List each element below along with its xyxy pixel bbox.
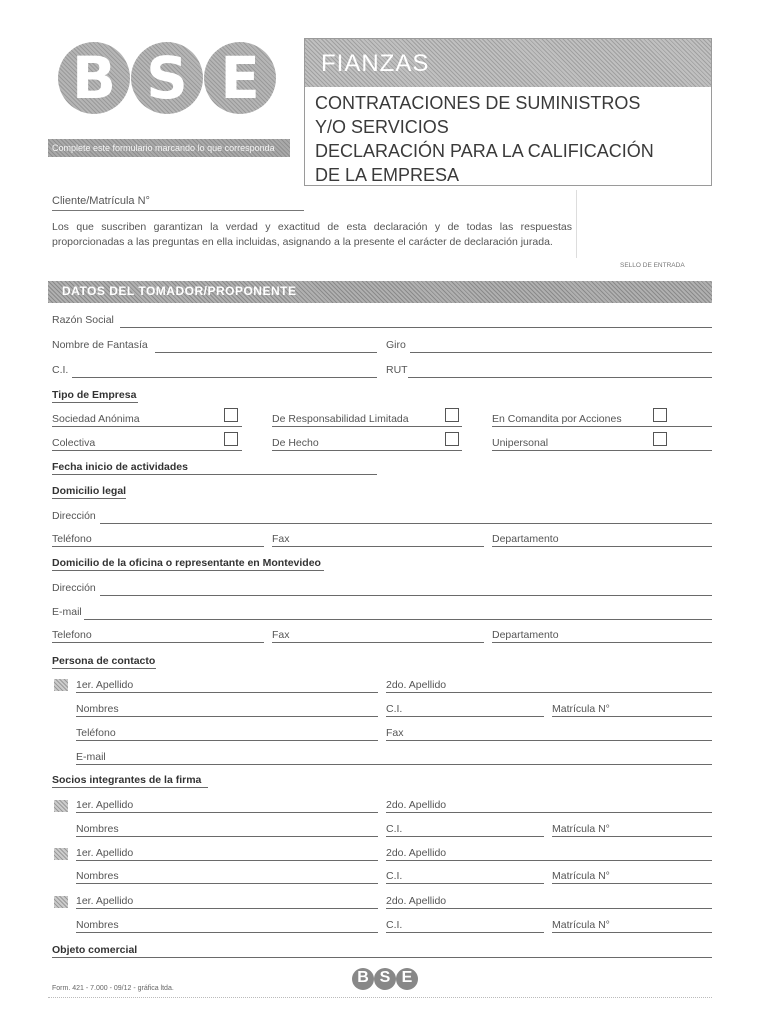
footer-logo-b [352, 968, 374, 990]
apellido1-label: 1er. Apellido [76, 847, 134, 859]
instruction-banner: Complete este formulario marcando lo que corresponda [48, 139, 290, 157]
colectiva-checkbox[interactable] [224, 432, 238, 446]
matricula-label: Matrícula N° [552, 870, 610, 882]
nombres-label: Nombres [76, 823, 119, 835]
rut-label: RUT [386, 364, 408, 376]
apellido2-label: 2do. Apellido [386, 799, 447, 811]
matricula-field[interactable] [552, 836, 712, 837]
nombres-field[interactable] [76, 716, 378, 717]
nombres-field[interactable] [76, 932, 378, 933]
nombres-label: Nombres [76, 919, 119, 931]
fax-field[interactable] [272, 642, 484, 643]
row-line [492, 450, 712, 451]
form-code: Form. 421 - 7.000 - 09/12 - gráfica ltda. [52, 985, 174, 992]
apellido1-field[interactable] [76, 692, 378, 693]
heading-underline [52, 570, 324, 571]
apellido1-field[interactable] [76, 860, 378, 861]
unipersonal-label: Unipersonal [492, 437, 549, 449]
matricula-label: Matrícula N° [552, 703, 610, 715]
row-marker-icon [54, 896, 68, 908]
sello-label: SELLO DE ENTRADA [620, 262, 685, 269]
fax-label: Fax [386, 727, 404, 739]
sociedad-anonima-label: Sociedad Anónima [52, 413, 140, 425]
fianzas-banner: FIANZAS [305, 39, 711, 87]
title-line: CONTRATACIONES DE SUMINISTROS [315, 93, 641, 113]
ci-field[interactable] [386, 932, 544, 933]
direccion-label: Dirección [52, 510, 96, 522]
declaration-text: Los que suscriben garantizan la verdad y exactitud de esta declaración y de todas las respuestas proporcionadas a las preguntas en ella incluidas, asignando a la presente el carácter de declaración jurada. [52, 221, 572, 248]
apellido1-field[interactable] [76, 812, 378, 813]
ci-label: C.I. [386, 919, 403, 931]
telefono-label: Telefono [52, 629, 92, 641]
ci-label: C.I. [386, 703, 403, 715]
nombres-field[interactable] [76, 836, 378, 837]
fax-label: Fax [272, 533, 290, 545]
apellido1-label: 1er. Apellido [76, 895, 134, 907]
nombres-field[interactable] [76, 883, 378, 884]
logo-letter-s [131, 42, 203, 114]
departamento-field[interactable] [492, 642, 712, 643]
row-line [492, 426, 712, 427]
de-hecho-label: De Hecho [272, 437, 319, 449]
row-line [272, 450, 462, 451]
email-field[interactable] [84, 619, 712, 620]
footer-divider [48, 997, 712, 998]
title-line: DECLARACIÓN PARA LA CALIFICACIÓN [315, 141, 654, 161]
ci-label: C.I. [52, 364, 69, 376]
ci-field[interactable] [386, 836, 544, 837]
departamento-label: Departamento [492, 533, 559, 545]
matricula-field[interactable] [552, 883, 712, 884]
apellido2-label: 2do. Apellido [386, 847, 447, 859]
logo-letter-e-text: E [220, 44, 260, 112]
apellido1-label: 1er. Apellido [76, 799, 134, 811]
domicilio-legal-heading: Domicilio legal [52, 485, 127, 497]
sociedad-anonima-checkbox[interactable] [224, 408, 238, 422]
apellido2-field[interactable] [386, 812, 712, 813]
objeto-comercial-heading: Objeto comercial [52, 944, 138, 956]
title-line: Y/O SERVICIOS [315, 117, 449, 137]
logo-letter-b [58, 42, 130, 114]
matricula-field[interactable] [552, 932, 712, 933]
footer-logo-e [396, 968, 418, 990]
matricula-label: Matrícula N° [552, 919, 610, 931]
heading-underline [52, 787, 208, 788]
fax-field[interactable] [386, 740, 712, 741]
email-label: E-mail [52, 606, 82, 618]
direccion-field[interactable] [100, 523, 712, 524]
footer-logo-s-text: S [379, 969, 391, 986]
colectiva-label: Colectiva [52, 437, 96, 449]
direccion-field[interactable] [100, 595, 712, 596]
giro-label: Giro [386, 339, 406, 351]
razon-social-label: Razón Social [52, 314, 114, 326]
footer-logo [352, 968, 418, 990]
cliente-field[interactable] [52, 210, 304, 211]
footer-logo-b-text: B [357, 969, 369, 986]
logo-letter-b-text: B [71, 44, 117, 112]
ci-field[interactable] [386, 716, 544, 717]
telefono-field[interactable] [52, 642, 264, 643]
row-marker-icon [54, 679, 68, 691]
ci-label: C.I. [386, 870, 403, 882]
fax-field[interactable] [272, 546, 484, 547]
footer-logo-s [374, 968, 396, 990]
nombres-label: Nombres [76, 870, 119, 882]
razon-social-field[interactable] [120, 327, 712, 328]
departamento-label: Departamento [492, 629, 559, 641]
matricula-label: Matrícula N° [552, 823, 610, 835]
resp-limitada-label: De Responsabilidad Limitada [272, 413, 409, 425]
fecha-inicio-field[interactable] [52, 474, 377, 475]
title-line: DE LA EMPRESA [315, 165, 460, 185]
comandita-label: En Comandita por Acciones [492, 413, 622, 425]
bse-logo [58, 42, 276, 114]
email-label: E-mail [76, 751, 106, 763]
persona-contacto-heading: Persona de contacto [52, 655, 156, 667]
direccion-label: Dirección [52, 582, 96, 594]
row-marker-icon [54, 800, 68, 812]
socios-heading: Socios integrantes de la firma [52, 774, 202, 786]
row-line [52, 426, 242, 427]
matricula-field[interactable] [552, 716, 712, 717]
cliente-label: Cliente/Matrícula N° [52, 195, 150, 207]
nombres-label: Nombres [76, 703, 119, 715]
giro-field[interactable] [410, 352, 712, 353]
heading-underline [52, 498, 126, 499]
footer-logo-e-text: E [401, 969, 413, 986]
telefono-field[interactable] [52, 546, 264, 547]
comandita-checkbox[interactable] [653, 408, 667, 422]
apellido1-field[interactable] [76, 908, 378, 909]
telefono-label: Teléfono [76, 727, 116, 739]
nombre-fantasia-field[interactable] [155, 352, 377, 353]
form-title [315, 91, 654, 187]
logo-letter-s-text: S [146, 44, 188, 112]
resp-limitada-checkbox[interactable] [445, 408, 459, 422]
ci-label: C.I. [386, 823, 403, 835]
row-marker-icon [54, 848, 68, 860]
sello-area [576, 190, 713, 258]
apellido2-field[interactable] [386, 860, 712, 861]
apellido2-field[interactable] [386, 692, 712, 693]
rut-field[interactable] [408, 377, 712, 378]
unipersonal-checkbox[interactable] [653, 432, 667, 446]
apellido2-label: 2do. Apellido [386, 895, 447, 907]
departamento-field[interactable] [492, 546, 712, 547]
ci-field[interactable] [72, 377, 377, 378]
nombre-fantasia-label: Nombre de Fantasía [52, 339, 148, 351]
telefono-label: Teléfono [52, 533, 92, 545]
heading-underline [52, 668, 156, 669]
section-band [48, 281, 712, 303]
row-line [272, 426, 462, 427]
section-title: DATOS DEL TOMADOR/PROPONENTE [62, 284, 297, 298]
fecha-inicio-heading: Fecha inicio de actividades [52, 461, 188, 473]
apellido2-field[interactable] [386, 908, 712, 909]
domicilio-mvd-heading: Domicilio de la oficina o representante en Montevideo [52, 557, 321, 569]
logo-letter-e [204, 42, 276, 114]
telefono-field[interactable] [76, 740, 378, 741]
row-line [52, 450, 242, 451]
objeto-comercial-field[interactable] [52, 957, 712, 958]
apellido1-label: 1er. Apellido [76, 679, 134, 691]
email-field[interactable] [76, 764, 712, 765]
de-hecho-checkbox[interactable] [445, 432, 459, 446]
ci-field[interactable] [386, 883, 544, 884]
heading-underline [52, 402, 138, 403]
form-title-box [304, 38, 712, 186]
apellido2-label: 2do. Apellido [386, 679, 447, 691]
tipo-empresa-heading: Tipo de Empresa [52, 389, 137, 401]
fax-label: Fax [272, 629, 290, 641]
